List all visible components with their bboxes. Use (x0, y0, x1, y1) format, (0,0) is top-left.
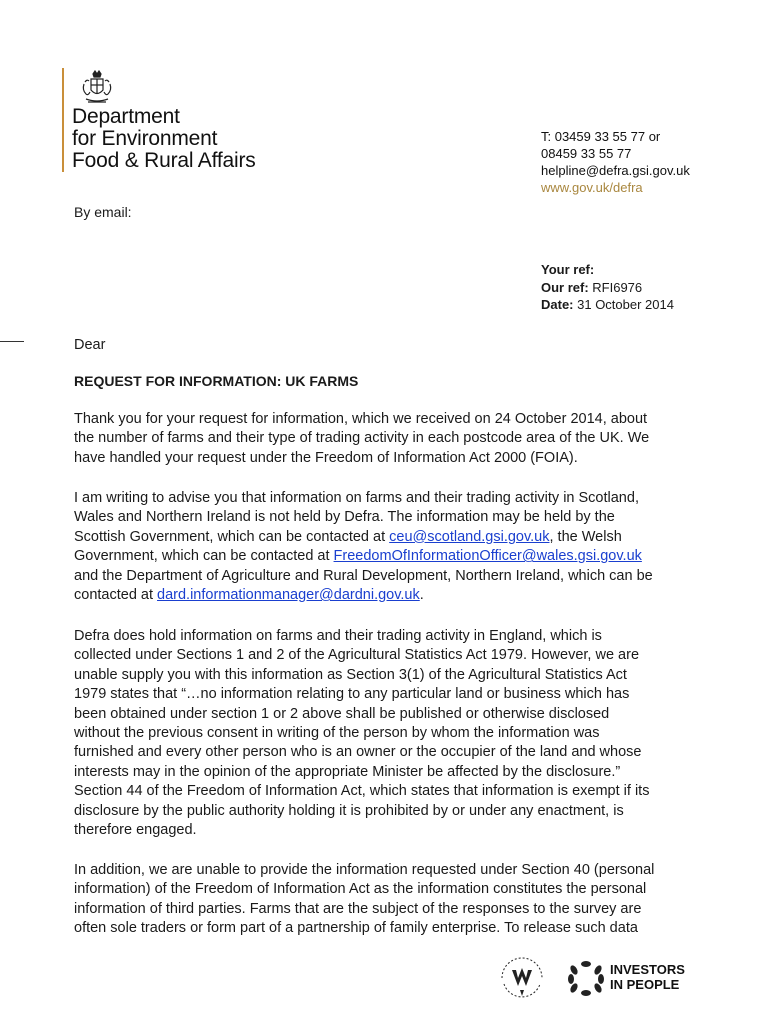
paragraph-line: collected under Sections 1 and 2 of the Agricultural Statistics Act 1979. However, we are (74, 647, 640, 664)
royal-coat-of-arms-icon (80, 70, 114, 106)
our-ref-row (541, 279, 674, 297)
paragraph-line (74, 547, 714, 566)
text-segment: , the Welsh (549, 528, 622, 545)
letterhead-accent-bar (62, 68, 64, 172)
paragraph-3 (74, 627, 714, 840)
wales-email-link[interactable]: FreedomOfInformationOfficer@wales.gsi.gov.uk (333, 548, 642, 565)
paragraph-line: without the previous consent in writing of the person by whom the information was (74, 725, 600, 742)
dardni-email-link[interactable]: dard.informationmanager@dardni.gov.uk (157, 587, 420, 604)
reference-block (541, 261, 674, 314)
paragraph-line: the number of farms and their type of trading activity in each postcode area of the UK. We (74, 430, 650, 447)
date-value: 31 October 2014 (573, 297, 674, 312)
paragraph-4 (74, 861, 714, 939)
investors-in-people-wreath-icon (566, 960, 606, 996)
iip-line-1: INVESTORS (610, 962, 685, 977)
fold-mark (0, 341, 24, 342)
contact-phone-1: T: 03459 33 55 77 or (541, 129, 661, 144)
paragraph-2 (74, 489, 714, 605)
paragraph-line (74, 586, 714, 605)
paragraph-line: furnished and every other person who is an owner or the occupier of the land and whose (74, 744, 642, 761)
paragraph-line: unable supply you with this information as Section 3(1) of the Agricultural Statistics Act (74, 666, 627, 683)
our-ref-label: Our ref: (541, 279, 589, 295)
paragraph-line: Wales and Northern Ireland is not held by Defra. The information may be held by the (74, 509, 615, 526)
text-segment: Government, which can be contacted at (74, 548, 334, 565)
paragraph-line: Section 44 of the Freedom of Information Act, which states that information is exempt if its (74, 783, 650, 800)
paragraph-line: and the Department of Agriculture and Rural Development, Northern Ireland, which can be (74, 567, 653, 584)
date-label: Date: (541, 297, 574, 312)
contact-phone-2: 08459 33 55 77 (541, 146, 632, 161)
date-row (541, 296, 674, 314)
by-email-label: By email: (74, 204, 132, 220)
our-ref-value: RFI6976 (588, 279, 643, 295)
contact-website-link[interactable]: www.gov.uk/defra (541, 180, 643, 195)
paragraph-line: have handled your request under the Freedom of Information Act 2000 (FOIA). (74, 449, 578, 466)
paragraph-line: often sole traders or form part of a partnership of family enterprise. To release such data (74, 920, 638, 937)
contact-block (541, 128, 690, 196)
paragraph-line: therefore engaged. (74, 822, 197, 839)
organisation-name (72, 106, 256, 172)
letter-subject: REQUEST FOR INFORMATION: UK FARMS (74, 373, 359, 389)
org-line-2: for Environment (72, 127, 218, 150)
text-segment: . (419, 587, 424, 604)
salutation: Dear (74, 337, 106, 353)
org-line-3: Food & Rural Affairs (72, 149, 256, 172)
text-segment: Scottish Government, which can be contacted at (74, 528, 390, 545)
paragraph-line: 1979 states that “…no information relating to any particular land or business which has (74, 686, 630, 703)
text-segment: contacted at (74, 587, 158, 604)
paragraph-line: I am writing to advise you that information on farms and their trading activity in Scotland, (74, 490, 639, 506)
positive-about-disabled-people-icon (496, 956, 548, 1000)
paragraph-line: information) of the Freedom of Information Act as the information constitutes the personal (74, 881, 647, 898)
paragraph-line: been obtained under section 1 or 2 above shall be published or otherwise disclosed (74, 705, 610, 722)
investors-in-people-text (610, 962, 685, 992)
paragraph-line: Defra does hold information on farms and their trading activity in England, which is (74, 628, 602, 644)
paragraph-1 (74, 410, 714, 468)
paragraph-line (74, 528, 714, 547)
paragraph-line: Thank you for your request for information, which we received on 24 October 2014, about (74, 411, 648, 427)
your-ref-row (541, 261, 674, 279)
iip-line-2: IN PEOPLE (610, 977, 680, 992)
paragraph-line: interests may in the opinion of the appropriate Minister be affected by the disclosure.” (74, 763, 621, 780)
scotland-email-link[interactable]: ceu@scotland.gsi.gov.uk (389, 528, 550, 545)
contact-email: helpline@defra.gsi.gov.uk (541, 163, 690, 178)
org-line-1: Department (72, 105, 180, 128)
paragraph-line: information of third parties. Farms that are the subject of the responses to the survey are (74, 900, 642, 917)
your-ref-label: Your ref: (541, 262, 595, 277)
paragraph-line: In addition, we are unable to provide the information requested under Section 40 (personal (74, 862, 655, 878)
paragraph-line: disclosure by the public authority holding it is prohibited by or under any enactment, is (74, 802, 624, 819)
